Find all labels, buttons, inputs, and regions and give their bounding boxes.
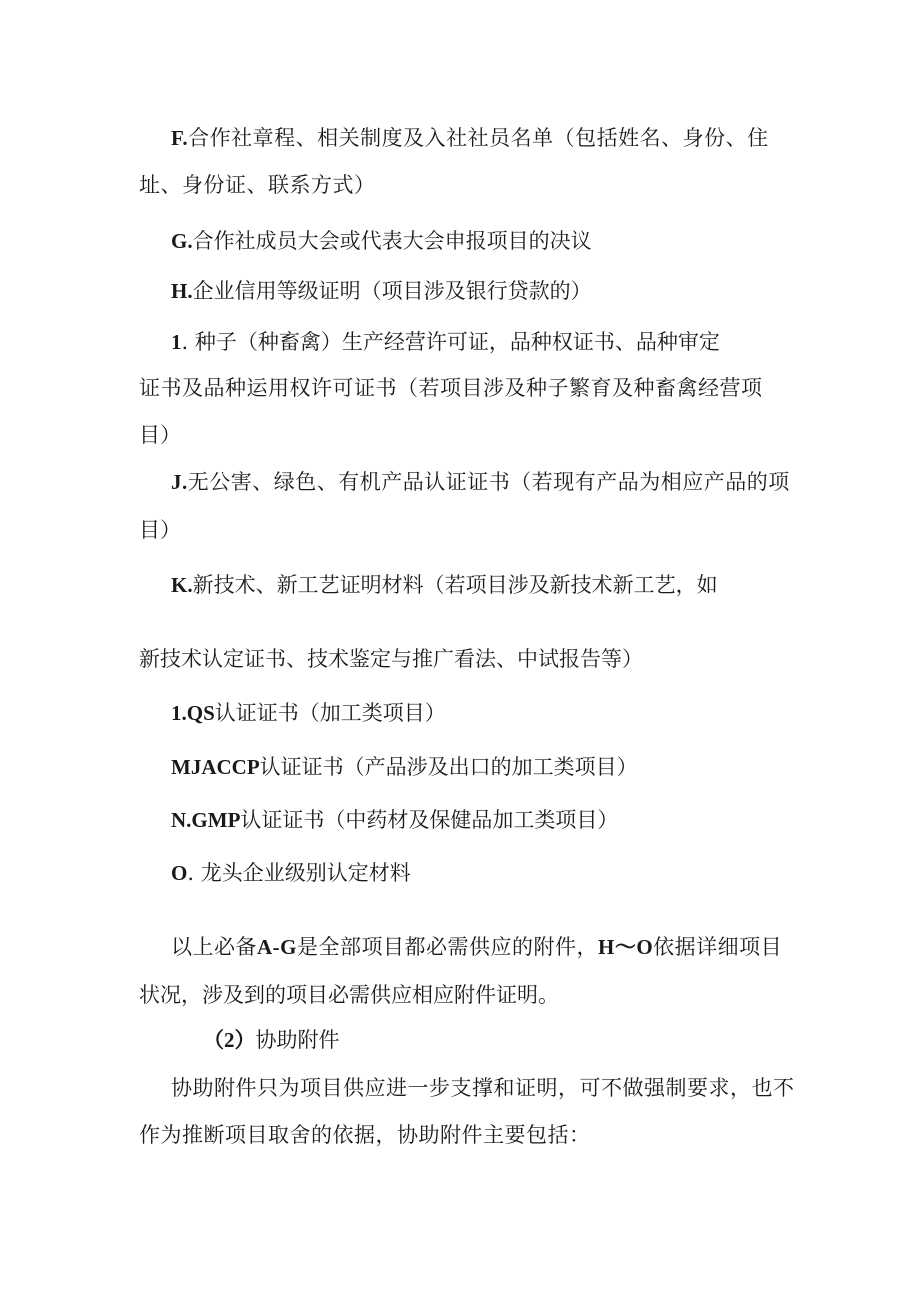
item-o — [171, 858, 411, 888]
item-f-marker: F. — [171, 126, 189, 150]
section-heading — [203, 1025, 340, 1055]
item-g-text: 合作社成员大会或代表大会申报项目的决议 — [192, 229, 592, 253]
item-k-text-line1: 新技术、新工艺证明材料（若项目涉及新技术新工艺，如 — [192, 573, 718, 597]
item-j-text-line1: 无公害、绿色、有机产品认证证书（若现有产品为相应产品的项 — [187, 470, 790, 494]
summary-pre: 以上必备 — [171, 935, 257, 959]
item-o-text: . 龙头企业级别认定材料 — [187, 861, 411, 885]
item-h — [171, 276, 592, 306]
item-i-marker: 1 — [171, 330, 182, 354]
summary-post: 依据详细项目 — [653, 935, 783, 959]
summary-paragraph — [171, 932, 782, 962]
item-g-marker: G. — [171, 229, 193, 253]
summary-range-optional: H～O — [598, 935, 654, 959]
auxiliary-paragraph-line1: 协助附件只为项目供应进一步支撑和证明，可不做强制要求，也不 — [171, 1076, 795, 1100]
item-l-marker: 1.QS — [171, 701, 215, 725]
auxiliary-paragraph-line2: 作为推断项目取舍的依据，协助附件主要包括： — [139, 1123, 591, 1147]
section-title: 协助附件 — [255, 1028, 340, 1052]
summary-continuation: 状况，涉及到的项目必需供应相应附件证明。 — [139, 983, 559, 1007]
item-n-text: 认证证书（中药材及保健品加工类项目） — [240, 808, 619, 832]
item-k-marker: K. — [171, 573, 193, 597]
item-m-marker: MJACCP — [171, 755, 260, 779]
section-number: （2） — [203, 1028, 256, 1052]
item-i-continuation-1: 证书及品种运用权许可证书（若项目涉及种子繁育及种畜禽经营项 — [139, 376, 763, 400]
item-j-marker: J. — [171, 470, 188, 494]
item-l — [171, 698, 446, 728]
summary-range-required: A-G — [257, 935, 297, 959]
item-i — [171, 327, 720, 357]
item-k — [171, 570, 718, 600]
summary-mid: 是全部项目都必需供应的附件， — [297, 935, 598, 959]
item-j — [171, 467, 790, 497]
item-h-marker: H. — [171, 279, 193, 303]
item-m-text: 认证证书（产品涉及出口的加工类项目） — [259, 755, 638, 779]
item-f — [171, 123, 769, 153]
item-n-marker: N.GMP — [171, 808, 241, 832]
item-h-text: 企业信用等级证明（项目涉及银行贷款的） — [192, 279, 592, 303]
item-j-continuation: 目） — [139, 518, 181, 542]
item-n — [171, 805, 618, 835]
item-f-continuation: 址、身份证、联系方式） — [139, 173, 376, 197]
item-f-text-line1: 合作社章程、相关制度及入社社员名单（包括姓名、身份、住 — [188, 126, 769, 150]
item-o-marker: O — [171, 861, 188, 885]
item-l-text: 认证证书（加工类项目） — [214, 701, 446, 725]
item-i-continuation-2: 目） — [139, 423, 181, 447]
item-k-continuation: 新技术认定证书、技术鉴定与推广看法、中试报告等） — [139, 647, 643, 671]
item-i-text-line1: . 种子（种畜禽）生产经营许可证，品种权证书、品种审定 — [181, 330, 720, 354]
item-g — [171, 226, 592, 256]
item-m — [171, 752, 638, 782]
